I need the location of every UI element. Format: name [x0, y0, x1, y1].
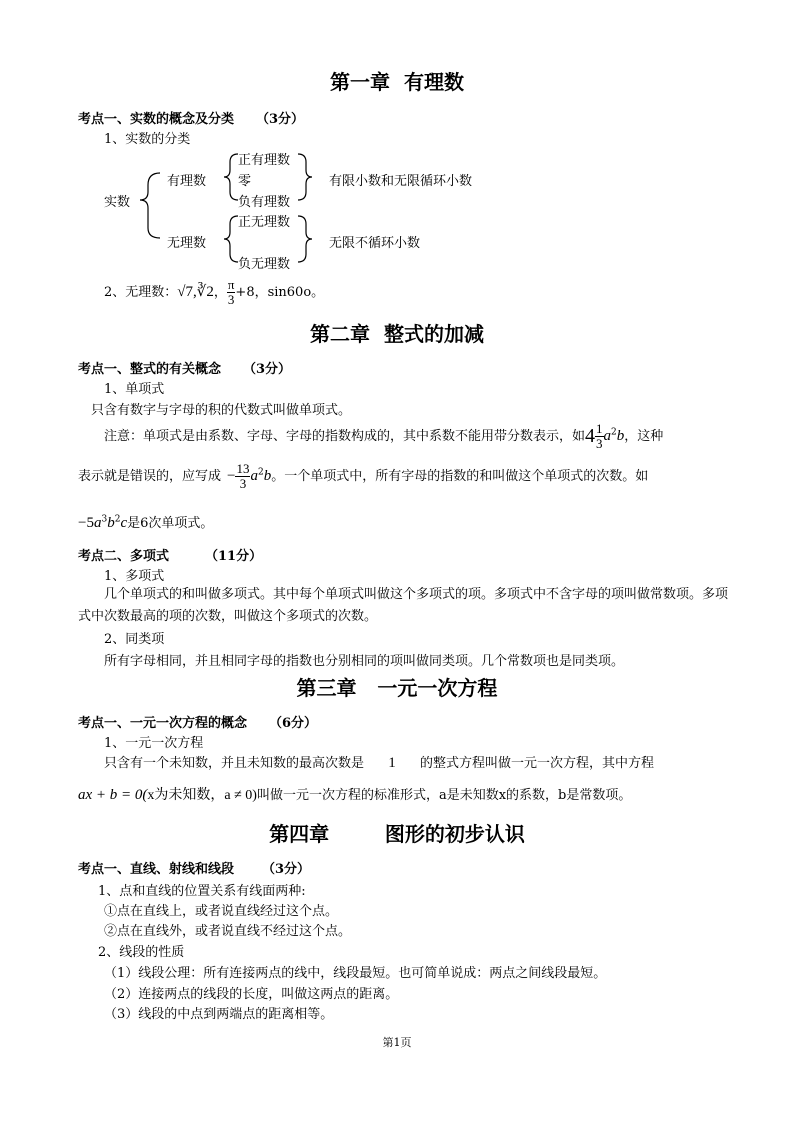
kaodian-2-2 [78, 545, 262, 564]
irrational-prefix: 2、无理数： [104, 285, 178, 300]
var-b: b [616, 428, 625, 444]
kaodian-4-1 [78, 858, 310, 877]
ex-var-b: b [107, 515, 115, 531]
brace-diagram [100, 148, 520, 273]
chapter-4-title: 第四章 图形的初步认识 [269, 822, 525, 846]
tree-rational-child-1: 零 [238, 174, 252, 189]
frac-num: 1 [596, 421, 603, 436]
kaodian-1-1 [78, 108, 304, 127]
kaodian-label: 考点一、整式的有关概念 [78, 362, 222, 377]
var-b: b [263, 468, 272, 484]
frac-den: 3 [227, 292, 235, 307]
var-a: a [603, 428, 612, 444]
frac-den: 3 [596, 436, 603, 451]
item-point-off-line: ②点在直线外，或者说直线不经过这个点。 [104, 924, 352, 939]
item-segment-properties: 2、线段的性质 [98, 945, 185, 960]
kaodian-points: （3分） [243, 362, 292, 377]
frac-den: 3 [239, 476, 247, 491]
mixed-whole: 4 [585, 425, 596, 447]
var-a: a [250, 468, 258, 484]
exp-2: 2 [257, 467, 264, 478]
sqrt-expression: √7,∛2 [177, 284, 214, 300]
def-like-terms: 所有字母相同，并且相同字母的指数也分别相同的项叫做同类项。几个常数项也是同类项。 [104, 654, 625, 669]
item-point-on-line: ①点在直线上，或者说直线经过这个点。 [104, 904, 339, 919]
kaodian-points: （6分） [269, 716, 318, 731]
kaodian-points: （11分） [205, 549, 263, 564]
note-text-a: 注意：单项式是由系数、字母、字母的指数构成的，其中系数不能用带分数表示，如 [104, 429, 586, 444]
ex-tail: 是6次单项式。 [127, 516, 214, 531]
standard-equation: ax + b = 0( [78, 787, 148, 803]
item-real-classification: 1、实数的分类 [104, 132, 191, 147]
item-point-line: 1、点和直线的位置关系有线面两种: [98, 884, 306, 899]
irrational-rest: +8，sin60o。 [235, 285, 325, 300]
tree-irrational-child-0: 正无理数 [238, 215, 291, 230]
chapter-2-title: 第二章 整式的加减 [310, 322, 484, 346]
real-number-tree [100, 148, 520, 273]
irrational-examples: 2、无理数：√7,∛2， $\frac{\pi}{3}$ +8，sin60o。 [104, 277, 325, 307]
equation-condition: x为未知数，a ≠ 0) [147, 788, 257, 803]
note-text-c: 表示就是错误的，应写成 [78, 469, 222, 484]
example-monomial [78, 512, 213, 532]
frac-num: π [227, 277, 235, 292]
item-monomial: 1、单项式 [104, 382, 165, 397]
kaodian-points: （3分） [262, 862, 311, 877]
def-text-c: 叫做一元一次方程的标准形式，a是未知数x的系数，b是常数项。 [256, 788, 632, 803]
tree-irrational-child-1: 负无理数 [238, 257, 291, 272]
kaodian-label: 考点一、实数的概念及分类 [78, 112, 235, 127]
item-distance: （2）连接两点的线段的长度，叫做这两点的距离。 [104, 987, 399, 1002]
ex-var-a: a [93, 515, 102, 531]
chapter-3-title: 第三章 一元一次方程 [296, 676, 498, 700]
def-monomial: 只含有数字与字母的积的代数式叫做单项式。 [91, 403, 352, 418]
tree-rational-child-0: 正有理数 [238, 153, 291, 168]
tree-irrational: 无理数 [167, 236, 207, 251]
improper-fraction [235, 462, 250, 491]
note-line-1 [104, 422, 663, 451]
kaodian-3-1 [78, 712, 317, 731]
exp-2: 2 [611, 427, 617, 438]
kaodian-2-1 [78, 358, 291, 377]
item-midpoint: （3）线段的中点到两端点的距离相等。 [104, 1007, 334, 1022]
def-text-a: 只含有一个未知数，并且未知数的最高次数是 [104, 756, 365, 771]
def-linear-equation-a [104, 752, 654, 772]
def-linear-equation-b [78, 784, 631, 804]
note-text-b: ，这种 [624, 429, 664, 444]
ex-var-c: c [120, 515, 128, 531]
chapter-1-title: 第一章 有理数 [330, 70, 464, 94]
frac-num: 13 [236, 461, 250, 476]
tree-rational-child-2: 负有理数 [238, 195, 291, 210]
item-polynomial: 1、多项式 [104, 569, 165, 584]
item-like-terms: 2、同类项 [104, 632, 165, 647]
note-line-2 [78, 462, 648, 491]
page-number: 第1页 [382, 1036, 412, 1049]
kaodian-label: 考点二、多项式 [78, 549, 170, 564]
minus-sign: − [227, 468, 236, 484]
kaodian-label: 考点一、一元一次方程的概念 [78, 716, 248, 731]
mixed-fraction [595, 422, 604, 451]
def-polynomial: 几个单项式的和叫做多项式。其中每个单项式叫做这个多项式的项。多项式中不含字母的项叫做常数项。多项式中次数最高的项的次数，叫做这个多项式的次数。 [78, 587, 729, 624]
kaodian-label: 考点一、直线、射线和线段 [78, 862, 235, 877]
note-text-d: 。一个单项式中，所有字母的指数的和叫做这个单项式的次数。如 [271, 469, 649, 484]
tree-root: 实数 [104, 195, 131, 210]
def-text-b: 的整式方程叫做一元一次方程，其中方程 [420, 756, 655, 771]
item-segment-axiom: （1）线段公理：所有连接两点的线中，线段最短。也可简单说成：两点之间线段最短。 [104, 966, 607, 981]
kaodian-points: （3分） [256, 112, 305, 127]
tree-rational-desc: 有限小数和无限循环小数 [329, 174, 473, 189]
degree-one: 1 [388, 755, 396, 771]
tree-irrational-desc: 无限不循环小数 [329, 236, 421, 251]
item-linear-equation: 1、一元一次方程 [104, 736, 204, 751]
ex-exp-a: 3 [101, 514, 108, 525]
ex-exp-b: 2 [114, 514, 121, 525]
tree-rational: 有理数 [167, 174, 207, 189]
ex-coef: −5 [78, 515, 94, 531]
